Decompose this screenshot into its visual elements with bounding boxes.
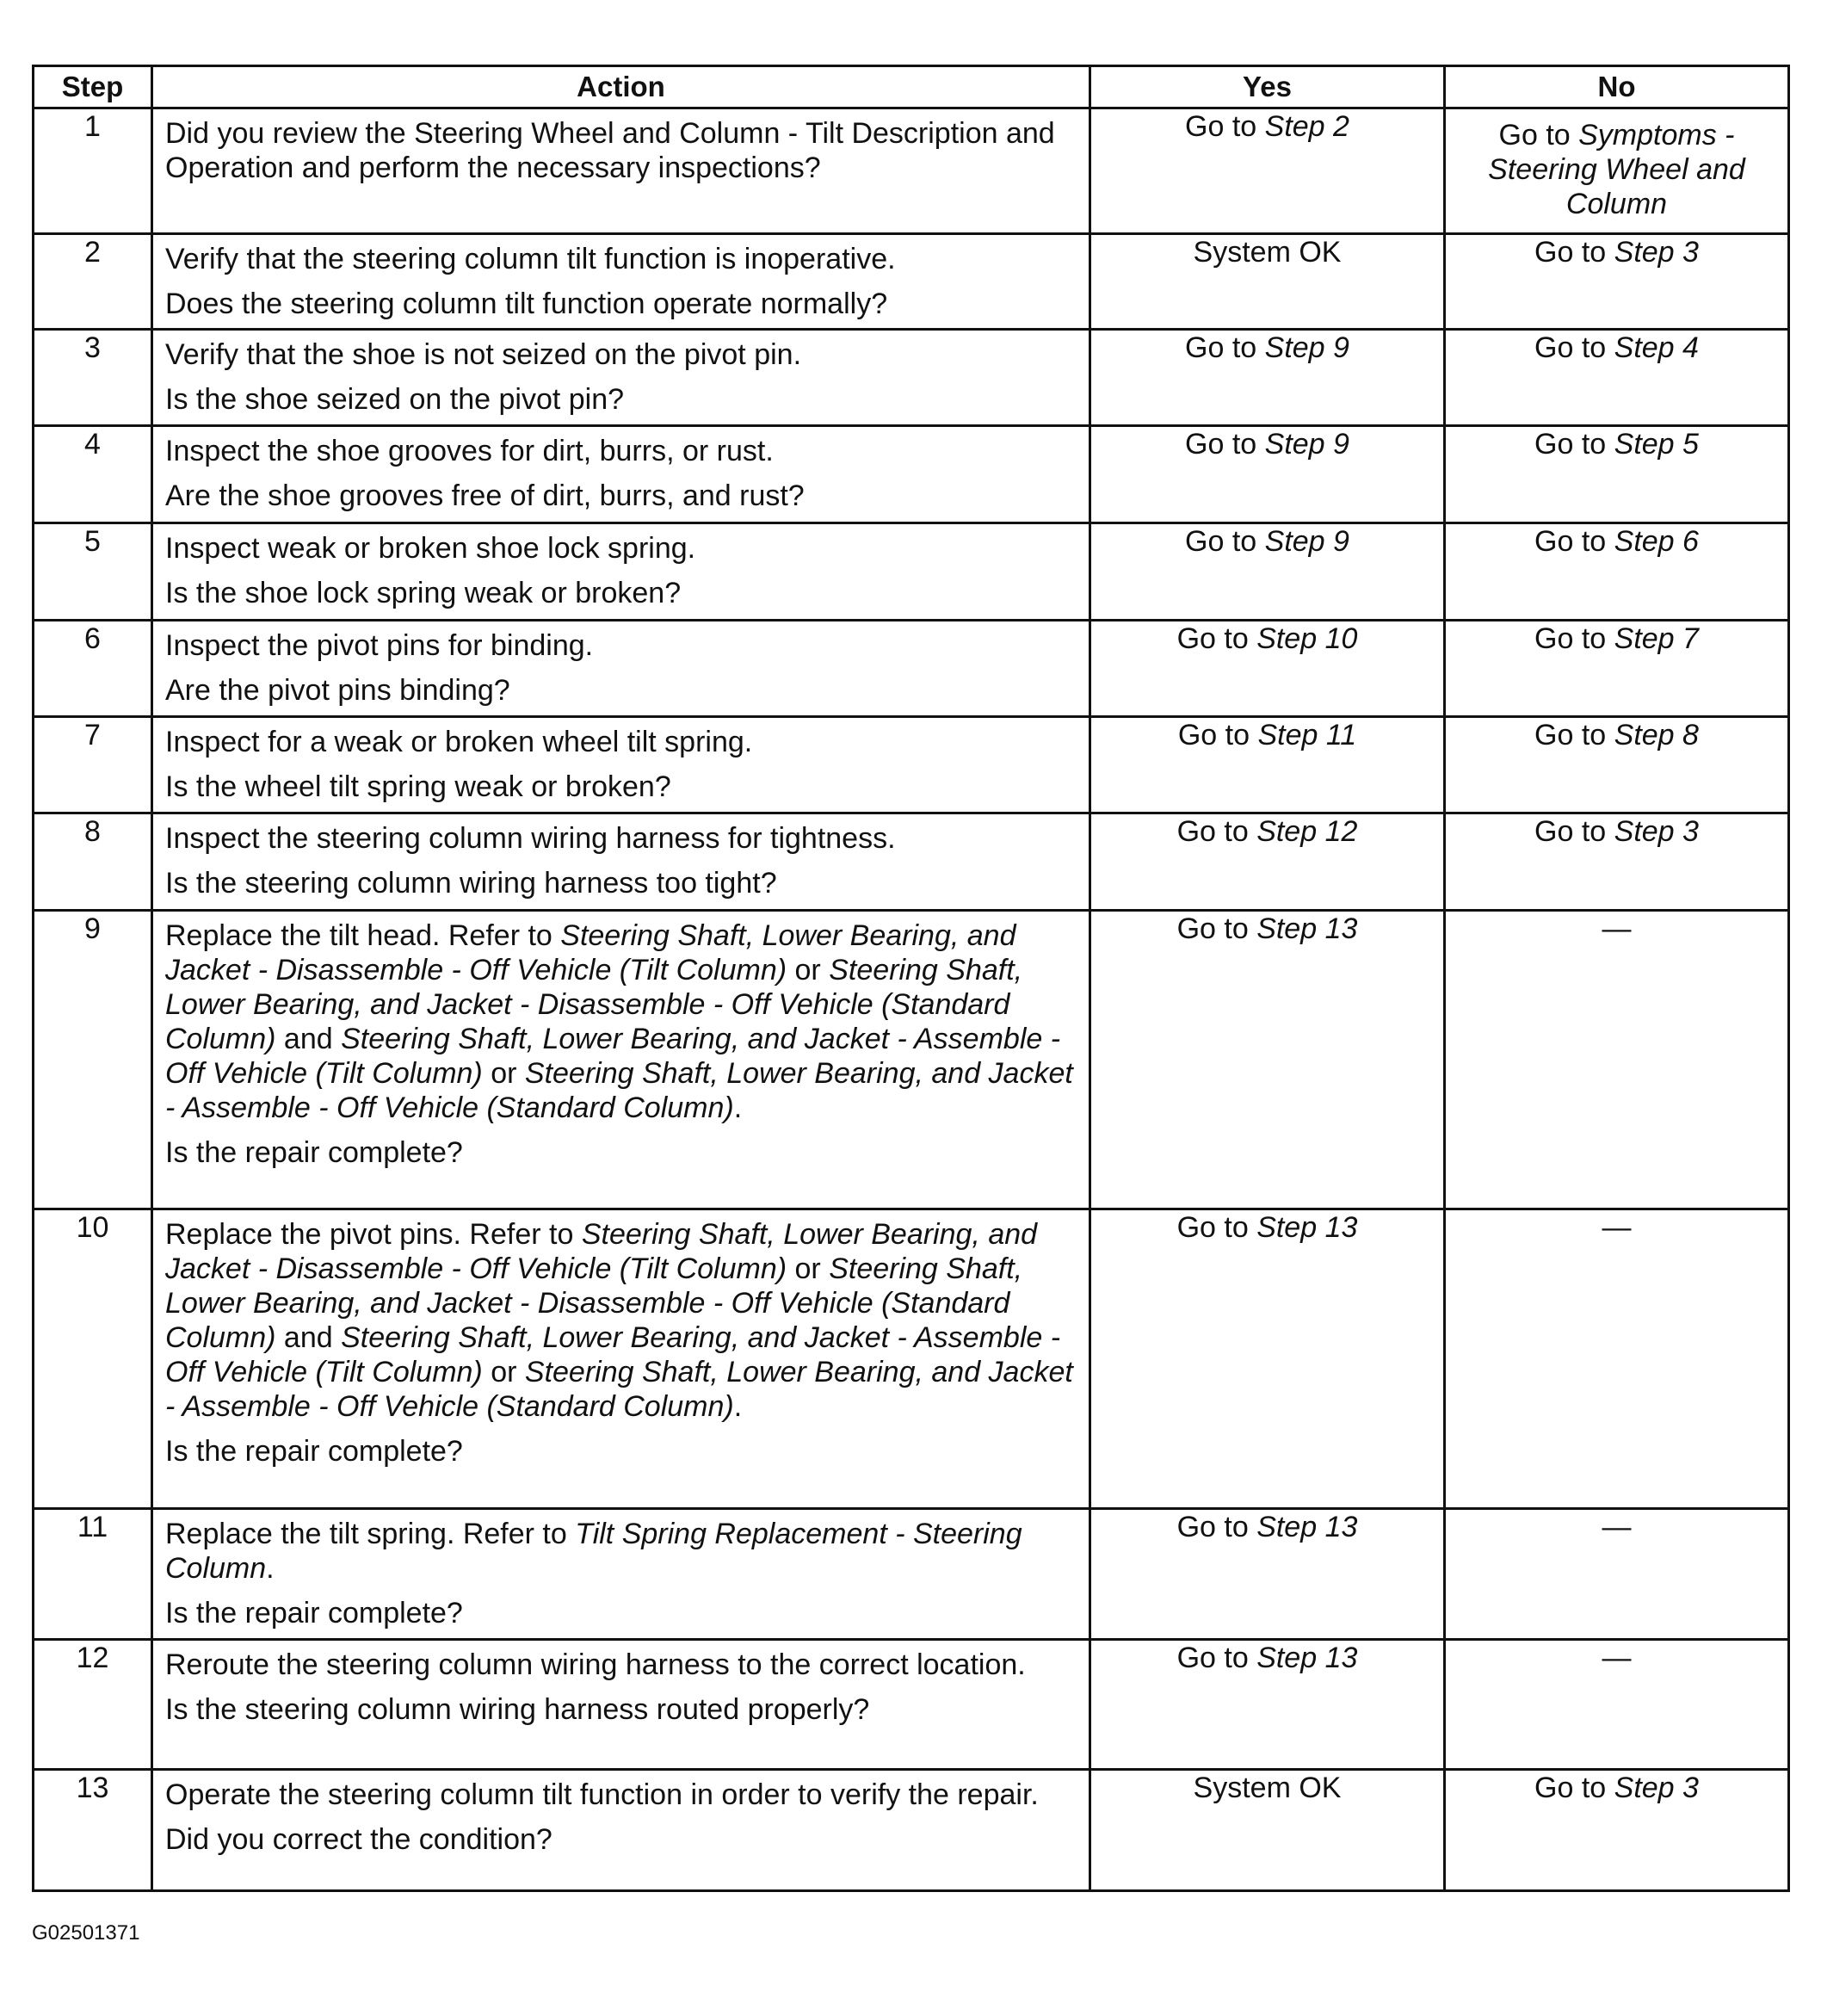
action-text (165, 1517, 1078, 1586)
header-step: Step (34, 66, 152, 108)
action-question: Is the repair complete? (165, 1136, 463, 1169)
action-cell (152, 717, 1090, 813)
text-run: . (733, 1091, 743, 1124)
reference-text: Steering Shaft, Lower Bearing, and Jacket - Assemble - Off Vehicle (Tilt Column) (165, 1321, 1061, 1388)
text-run: Inspect weak or broken shoe lock spring. (165, 532, 696, 565)
no-result (1445, 717, 1789, 813)
step-number: 13 (34, 1770, 152, 1891)
reference-text: Step 8 (1614, 719, 1699, 751)
reference-text: Step 3 (1614, 236, 1699, 269)
reference-text: Steering Shaft, Lower Bearing, and Jacket - Assemble - Off Vehicle (Standard Column) (165, 1356, 1073, 1423)
action-question: Is the shoe seized on the pivot pin? (165, 383, 625, 416)
text-run: or (787, 1252, 830, 1285)
action-question: Are the pivot pins binding? (165, 674, 510, 707)
text-run: — (1602, 1511, 1632, 1543)
text-run: Go to (1176, 815, 1257, 848)
text-run: Go to (1185, 110, 1265, 143)
text-run: Replace the tilt spring. Refer to (165, 1518, 576, 1550)
header-action: Action (152, 66, 1090, 108)
reference-text: Step 2 (1264, 110, 1349, 143)
text-run: Go to (1534, 236, 1614, 269)
text-run: Verify that the steering column tilt function is inoperative. (165, 243, 896, 275)
reference-text: Step 13 (1256, 1642, 1358, 1674)
action-cell (152, 911, 1090, 1209)
action-text (165, 337, 1078, 372)
action-text (165, 531, 1078, 566)
table-body (34, 108, 1789, 1891)
action-cell (152, 426, 1090, 523)
yes-result (1090, 911, 1445, 1209)
reference-text: Tilt Spring Replacement - Steering Column (165, 1518, 1022, 1585)
yes-result (1090, 108, 1445, 234)
text-run: System OK (1193, 1772, 1342, 1804)
step-number: 11 (34, 1509, 152, 1640)
reference-text: Step 9 (1264, 428, 1349, 461)
no-result (1445, 330, 1789, 426)
table-row (34, 1509, 1789, 1640)
yes-result (1090, 1770, 1445, 1891)
text-run: Go to (1185, 428, 1265, 461)
text-run: or (482, 1356, 525, 1388)
reference-text: Steering Shaft, Lower Bearing, and Jacket - Assemble - Off Vehicle (Tilt Column) (165, 1023, 1061, 1090)
table-row (34, 813, 1789, 911)
reference-text: Step 5 (1614, 428, 1699, 461)
text-run: Go to (1534, 622, 1614, 655)
text-run: Go to (1534, 815, 1614, 848)
step-number: 2 (34, 234, 152, 330)
reference-text: Step 3 (1614, 1772, 1699, 1804)
step-number: 10 (34, 1209, 152, 1509)
reference-text: Step 9 (1264, 331, 1349, 364)
action-text (165, 821, 1078, 856)
reference-text: Steering Shaft, Lower Bearing, and Jacket - Disassemble - Off Vehicle (Tilt Column) (165, 919, 1016, 986)
yes-result (1090, 1509, 1445, 1640)
action-question: Is the steering column wiring harness too tight? (165, 867, 777, 900)
header-yes: Yes (1090, 66, 1445, 108)
action-text (165, 434, 1078, 468)
action-text (165, 1778, 1078, 1812)
table-row (34, 1770, 1789, 1891)
action-cell (152, 1770, 1090, 1891)
table-row (34, 717, 1789, 813)
step-number: 7 (34, 717, 152, 813)
text-run: Go to (1534, 428, 1614, 461)
text-run: — (1602, 1642, 1632, 1674)
no-result-none (1445, 911, 1789, 1209)
reference-text: Step 13 (1256, 1511, 1358, 1543)
step-number: 9 (34, 911, 152, 1209)
text-run: Go to (1177, 719, 1258, 751)
text-run: Go to (1176, 912, 1257, 945)
action-question: Is the repair complete? (165, 1597, 463, 1629)
yes-result (1090, 717, 1445, 813)
step-number: 5 (34, 523, 152, 621)
action-question: Is the steering column wiring harness routed properly? (165, 1693, 870, 1726)
reference-text: Steering Shaft, Lower Bearing, and Jacket - Assemble - Off Vehicle (Standard Column) (165, 1057, 1073, 1124)
table-row (34, 1209, 1789, 1509)
reference-text: Symptoms - Steering Wheel and Column (1488, 119, 1745, 220)
text-run: Inspect the shoe grooves for dirt, burrs, or rust. (165, 435, 774, 467)
action-question: Are the shoe grooves free of dirt, burrs, and rust? (165, 479, 805, 512)
action-cell (152, 234, 1090, 330)
step-number: 3 (34, 330, 152, 426)
action-text (165, 1217, 1078, 1424)
text-run: Replace the tilt head. Refer to (165, 919, 561, 952)
step-number: 12 (34, 1640, 152, 1770)
no-result (1445, 621, 1789, 717)
no-result-none (1445, 1640, 1789, 1770)
action-question: Is the wheel tilt spring weak or broken? (165, 770, 671, 803)
text-run: Go to (1176, 1642, 1257, 1674)
no-result (1445, 108, 1789, 234)
text-run: Go to (1176, 622, 1257, 655)
action-cell (152, 330, 1090, 426)
text-run: Inspect for a weak or broken wheel tilt spring. (165, 726, 753, 758)
no-result (1445, 1770, 1789, 1891)
diagnostic-table (32, 65, 1790, 1892)
yes-result (1090, 330, 1445, 426)
action-question: Is the shoe lock spring weak or broken? (165, 577, 682, 609)
text-run: Inspect the pivot pins for binding. (165, 629, 594, 662)
text-run: Go to (1176, 1511, 1257, 1543)
text-run: Go to (1498, 119, 1579, 152)
reference-text: Step 13 (1256, 1211, 1358, 1244)
step-number: 6 (34, 621, 152, 717)
text-run: Go to (1534, 525, 1614, 558)
action-question: Did you correct the condition? (165, 1823, 552, 1856)
text-run: Go to (1176, 1211, 1257, 1244)
action-cell (152, 1509, 1090, 1640)
reference-text: Step 11 (1257, 719, 1357, 751)
table-row (34, 426, 1789, 523)
reference-text: Step 10 (1256, 622, 1358, 655)
text-run: Reroute the steering column wiring harness to the correct location. (165, 1648, 1026, 1681)
yes-result (1090, 1640, 1445, 1770)
text-run: — (1602, 912, 1632, 945)
table-row (34, 621, 1789, 717)
reference-text: Steering Shaft, Lower Bearing, and Jacket - Disassemble - Off Vehicle (Standard Column) (165, 954, 1023, 1055)
yes-result (1090, 426, 1445, 523)
text-run: Go to (1185, 525, 1265, 558)
text-run: Go to (1534, 331, 1614, 364)
text-run: . (266, 1552, 275, 1585)
figure-id: G02501371 (32, 1921, 140, 1945)
action-text (165, 242, 1078, 276)
header-no: No (1445, 66, 1789, 108)
reference-text: Step 4 (1614, 331, 1699, 364)
yes-result (1090, 234, 1445, 330)
action-text (165, 725, 1078, 759)
reference-text: Step 9 (1264, 525, 1349, 558)
table-row (34, 330, 1789, 426)
table-row (34, 108, 1789, 234)
text-run: Replace the pivot pins. Refer to (165, 1218, 582, 1251)
text-run: and (275, 1023, 342, 1055)
reference-text: Step 13 (1256, 912, 1358, 945)
reference-text: Step 3 (1614, 815, 1699, 848)
reference-text: Step 12 (1256, 815, 1358, 848)
yes-result (1090, 1209, 1445, 1509)
reference-text: Step 7 (1614, 622, 1699, 655)
table-row (34, 234, 1789, 330)
no-result (1445, 234, 1789, 330)
action-text (165, 116, 1078, 185)
text-run: Go to (1534, 719, 1614, 751)
reference-text: Steering Shaft, Lower Bearing, and Jacket - Disassemble - Off Vehicle (Standard Column) (165, 1252, 1023, 1354)
yes-result (1090, 621, 1445, 717)
action-cell (152, 1640, 1090, 1770)
table-row (34, 523, 1789, 621)
text-run: Verify that the shoe is not seized on the pivot pin. (165, 338, 802, 371)
table-header-row (34, 66, 1789, 108)
text-run: and (275, 1321, 342, 1354)
text-run: System OK (1193, 236, 1342, 269)
action-cell (152, 1209, 1090, 1509)
reference-text: Steering Shaft, Lower Bearing, and Jacket - Disassemble - Off Vehicle (Tilt Column) (165, 1218, 1038, 1285)
text-run: or (482, 1057, 525, 1090)
reference-text: Step 6 (1614, 525, 1699, 558)
action-cell (152, 621, 1090, 717)
step-number: 1 (34, 108, 152, 234)
step-number: 8 (34, 813, 152, 911)
text-run: Inspect the steering column wiring harness for tightness. (165, 822, 896, 855)
action-text (165, 628, 1078, 663)
table-row (34, 1640, 1789, 1770)
no-result-none (1445, 1509, 1789, 1640)
no-result (1445, 813, 1789, 911)
yes-result (1090, 523, 1445, 621)
text-run: or (787, 954, 830, 986)
text-run: Go to (1534, 1772, 1614, 1804)
yes-result (1090, 813, 1445, 911)
text-run: . (733, 1390, 743, 1423)
action-question: Does the steering column tilt function operate normally? (165, 288, 888, 320)
action-cell (152, 108, 1090, 234)
action-question: Is the repair complete? (165, 1435, 463, 1468)
no-result (1445, 523, 1789, 621)
action-cell (152, 813, 1090, 911)
no-result-none (1445, 1209, 1789, 1509)
text-run: Did you review the Steering Wheel and Column - Tilt Description and Operation and perform the necessary inspections? (165, 117, 1055, 184)
text-run: Go to (1185, 331, 1265, 364)
text-run: Operate the steering column tilt function in order to verify the repair. (165, 1778, 1039, 1811)
action-text (165, 918, 1078, 1125)
step-number: 4 (34, 426, 152, 523)
text-run: — (1602, 1211, 1632, 1244)
action-cell (152, 523, 1090, 621)
action-text (165, 1648, 1078, 1682)
table-row (34, 911, 1789, 1209)
no-result (1445, 426, 1789, 523)
